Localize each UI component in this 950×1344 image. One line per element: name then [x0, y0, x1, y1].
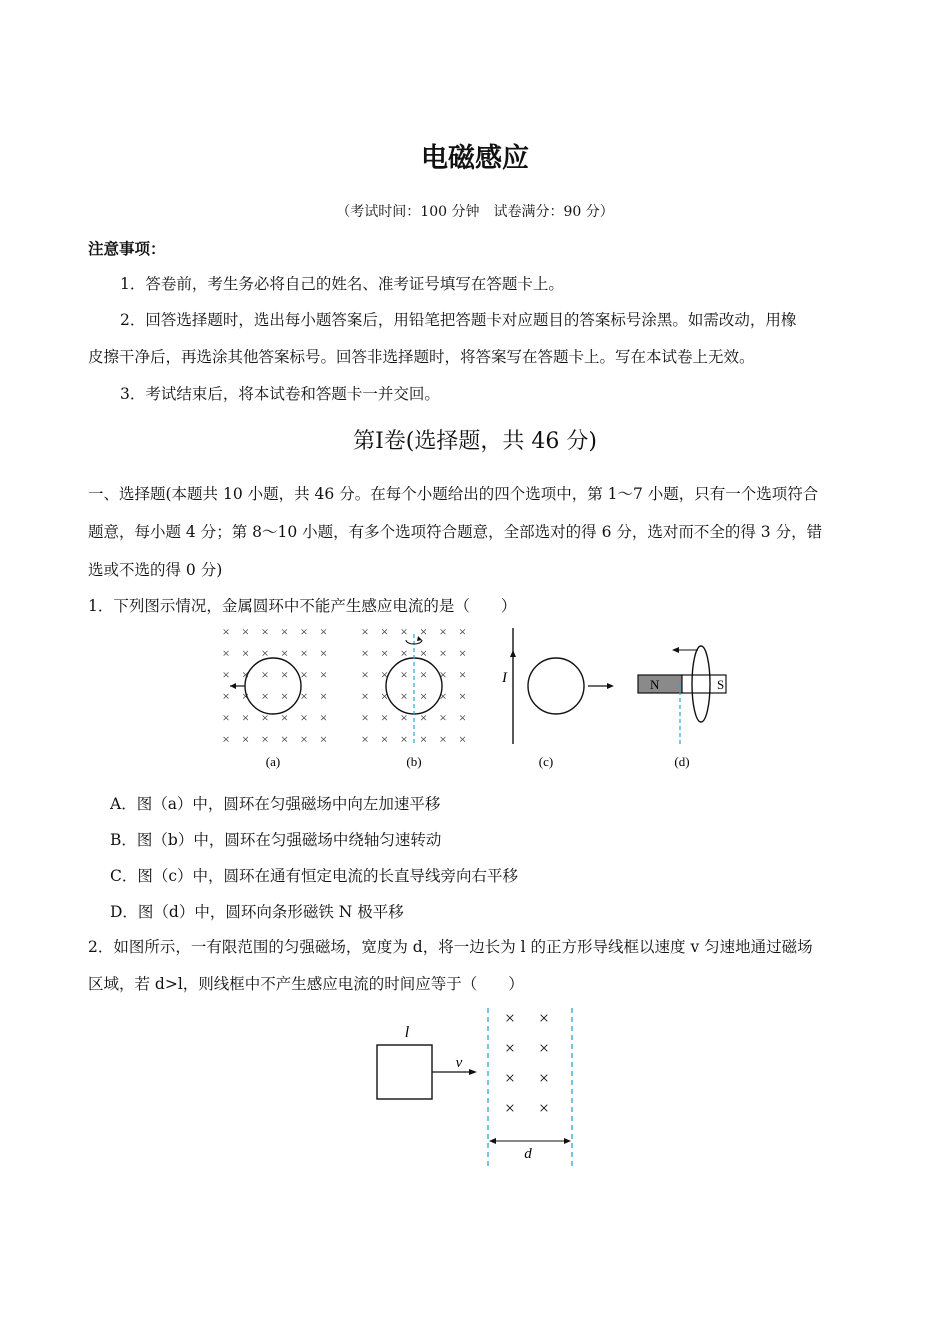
field-cross-mark: ×: [504, 1098, 516, 1118]
field-cross-mark: ×: [300, 645, 308, 661]
field-cross-mark: ×: [380, 667, 389, 682]
field-cross-mark: ×: [380, 710, 389, 725]
field-cross-mark: ×: [504, 1068, 516, 1088]
figure-label-b: (b): [406, 754, 422, 769]
field-cross-mark: ×: [458, 624, 467, 639]
field-cross-mark: ×: [419, 624, 428, 639]
question-1-figure: [210, 620, 740, 775]
field-cross-mark: ×: [419, 667, 428, 682]
field-cross-mark: ×: [439, 710, 447, 725]
field-cross-mark: ×: [319, 710, 328, 725]
field-cross-mark: ×: [380, 624, 389, 639]
field-cross-mark: ×: [280, 645, 289, 661]
magnetic-field-a: [222, 624, 327, 747]
exam-meta: （考试时间：100 分钟 试卷满分：90 分）: [336, 204, 614, 220]
part-intro-line: 一、选择题(本题共 10 小题，共 46 分。在每个小题给出的四个选项中，第 1～7 小题，只有一个选项符合: [88, 485, 819, 503]
field-cross-mark: ×: [280, 731, 289, 747]
field-cross-mark: ×: [241, 731, 250, 747]
notice-item: 1．答卷前，考生务必将自己的姓名、准考证号填写在答题卡上。: [120, 275, 564, 293]
field-cross-mark: ×: [241, 688, 250, 704]
width-label: d: [524, 1146, 532, 1162]
option-b[interactable]: B．图（b）中，圆环在匀强磁场中绕轴匀速转动: [110, 831, 442, 849]
field-cross-mark: ×: [222, 645, 230, 661]
notice-item: 皮擦干净后，再选涂其他答案标号。回答非选择题时，将答案写在答题卡上。写在本试卷上无效。: [88, 348, 755, 366]
field-cross-mark: ×: [538, 1038, 550, 1058]
field-cross-mark: ×: [458, 645, 467, 661]
section-title: 第Ⅰ卷(选择题，共 46 分): [353, 429, 597, 454]
field-cross-mark: ×: [361, 731, 369, 747]
question-2-stem-line: 区域，若 d>l，则线框中不产生感应电流的时间应等于（ ）: [88, 975, 524, 993]
option-a[interactable]: A．图（a）中，圆环在匀强磁场中向左加速平移: [110, 795, 441, 813]
notice-item: 2．回答选择题时，选出每小题答案后，用铅笔把答题卡对应题目的答案标号涂黑。如需改动，用橡: [120, 311, 797, 329]
field-cross-mark: ×: [458, 731, 467, 747]
field-cross-mark: ×: [241, 710, 250, 725]
field-cross-mark: ×: [261, 731, 269, 747]
field-cross-mark: ×: [419, 688, 428, 704]
current-label: I: [502, 670, 507, 686]
field-cross-mark: ×: [300, 731, 308, 747]
field-cross-mark: ×: [504, 1008, 516, 1028]
field-cross-mark: ×: [280, 624, 289, 639]
side-length-label: l: [404, 1024, 410, 1041]
field-cross-mark: ×: [241, 624, 250, 639]
field-cross-mark: ×: [300, 667, 308, 682]
field-cross-mark: ×: [319, 688, 328, 704]
field-cross-mark: ×: [538, 1098, 550, 1118]
magnet-n-label: N: [650, 677, 660, 692]
field-cross-mark: ×: [504, 1038, 516, 1058]
field-cross-mark: ×: [300, 688, 308, 704]
question-2-stem-line: 2．如图所示，一有限范围的匀强磁场，宽度为 d，将一边长为 l 的正方形导线框以速度 v 匀速地通过磁场: [88, 938, 813, 956]
field-cross-mark: ×: [261, 688, 269, 704]
field-cross-mark: ×: [400, 731, 408, 747]
field-cross-mark: ×: [261, 667, 269, 682]
field-cross-mark: ×: [439, 624, 447, 639]
field-cross-mark: ×: [361, 688, 369, 704]
field-cross-mark: ×: [222, 688, 230, 704]
field-cross-mark: ×: [458, 688, 467, 704]
field-cross-mark: ×: [241, 645, 250, 661]
field-cross-mark: ×: [380, 688, 389, 704]
field-cross-mark: ×: [458, 667, 467, 682]
field-cross-mark: ×: [439, 731, 447, 747]
field-cross-mark: ×: [300, 710, 308, 725]
field-cross-mark: ×: [261, 645, 269, 661]
magnetic-field-q2: [505, 1008, 549, 1118]
question-1-stem: 1．下列图示情况，金属圆环中不能产生感应电流的是（ ）: [88, 597, 517, 615]
field-cross-mark: ×: [400, 645, 408, 661]
field-cross-mark: ×: [222, 710, 230, 725]
field-cross-mark: ×: [300, 624, 308, 639]
field-cross-mark: ×: [380, 645, 389, 661]
field-cross-mark: ×: [439, 645, 447, 661]
field-cross-mark: ×: [222, 731, 230, 747]
field-cross-mark: ×: [319, 624, 328, 639]
field-cross-mark: ×: [261, 710, 269, 725]
field-cross-mark: ×: [261, 624, 269, 639]
figure-label-c: (c): [538, 754, 554, 769]
field-cross-mark: ×: [538, 1008, 550, 1028]
magnet-north-half: [638, 675, 682, 693]
field-cross-mark: ×: [419, 731, 428, 747]
field-cross-mark: ×: [400, 710, 408, 725]
field-cross-mark: ×: [439, 688, 447, 704]
part-intro-line: 选或不选的得 0 分): [88, 561, 223, 579]
field-cross-mark: ×: [361, 645, 369, 661]
field-cross-mark: ×: [319, 667, 328, 682]
field-cross-mark: ×: [361, 710, 369, 725]
field-cross-mark: ×: [319, 731, 328, 747]
field-cross-mark: ×: [241, 667, 250, 682]
option-d[interactable]: D．图（d）中，圆环向条形磁铁 N 极平移: [110, 903, 404, 921]
magnet-s-label: S: [717, 677, 725, 692]
square-wire-frame: [377, 1045, 432, 1099]
figure-label-d: (d): [674, 754, 690, 769]
figure-label-a: (a): [265, 754, 281, 769]
notice-heading: 注意事项：: [88, 239, 166, 258]
field-cross-mark: ×: [419, 710, 428, 725]
metal-ring-c: [528, 658, 584, 714]
option-c[interactable]: C．图（c）中，圆环在通有恒定电流的长直导线旁向右平移: [110, 867, 519, 885]
part-intro-line: 题意，每小题 4 分；第 8～10 小题，有多个选项符合题意，全部选对的得 6 分，选对而不全的得 3 分，错: [88, 523, 823, 541]
page-title: 电磁感应: [421, 143, 529, 174]
field-cross-mark: ×: [400, 624, 408, 639]
field-cross-mark: ×: [419, 645, 428, 661]
field-cross-mark: ×: [458, 710, 467, 725]
field-cross-mark: ×: [361, 624, 369, 639]
velocity-label: v: [455, 1055, 463, 1071]
field-cross-mark: ×: [400, 667, 408, 682]
field-cross-mark: ×: [280, 710, 289, 725]
field-cross-mark: ×: [538, 1068, 550, 1088]
field-cross-mark: ×: [222, 667, 230, 682]
notice-item: 3．考试结束后，将本试卷和答题卡一并交回。: [120, 385, 440, 403]
field-cross-mark: ×: [280, 667, 289, 682]
field-cross-mark: ×: [319, 645, 328, 661]
field-cross-mark: ×: [280, 688, 289, 704]
question-2-figure: [360, 1000, 600, 1175]
field-cross-mark: ×: [361, 667, 369, 682]
field-cross-mark: ×: [400, 688, 408, 704]
field-cross-mark: ×: [222, 624, 230, 639]
field-cross-mark: ×: [380, 731, 389, 747]
field-cross-mark: ×: [439, 667, 447, 682]
metal-ring-a: [245, 658, 301, 714]
